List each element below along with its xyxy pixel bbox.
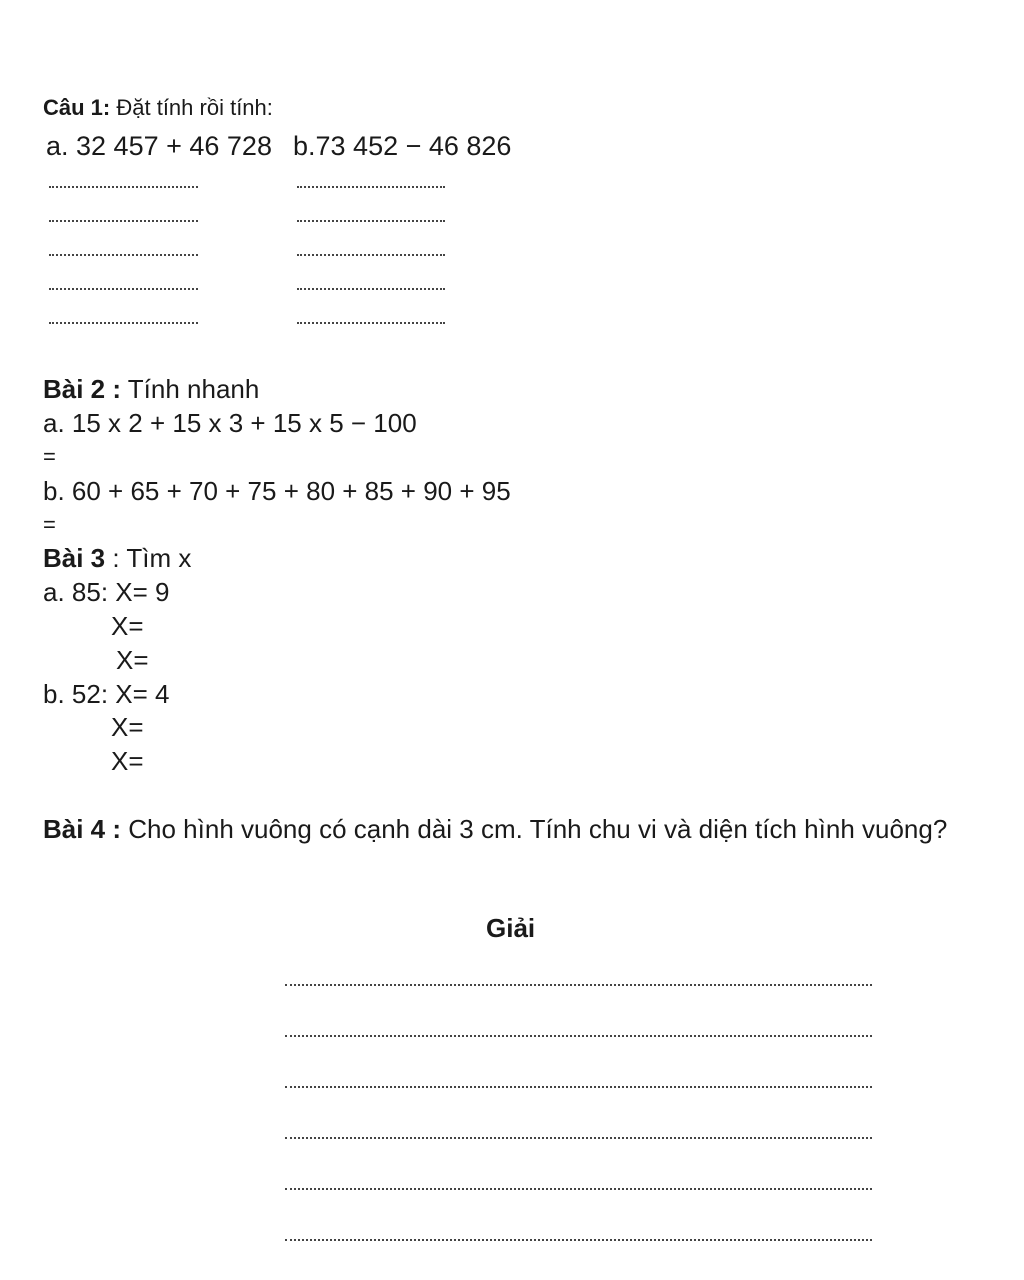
answer-line-a-1	[49, 186, 198, 188]
cau1-part-b: b.73 452 − 46 826	[293, 131, 512, 161]
solution-line-1	[285, 984, 872, 986]
solution-line-2	[285, 1035, 872, 1037]
bai3-instruction: : Tìm x	[105, 543, 192, 573]
answer-line-a-3	[49, 254, 198, 256]
answer-line-b-2	[297, 220, 445, 222]
bai3-part-b-line1: X=	[111, 712, 144, 742]
cau1-heading	[43, 97, 273, 119]
solution-line-3	[285, 1086, 872, 1088]
answer-line-b-1	[297, 186, 445, 188]
bai3-heading	[43, 545, 191, 571]
answer-line-a-4	[49, 288, 198, 290]
answer-line-a-2	[49, 220, 198, 222]
bai3-label: Bài 3	[43, 543, 106, 573]
cau1-instruction: Đặt tính rồi tính:	[110, 95, 273, 120]
bai4-label: Bài 4 :	[43, 814, 122, 844]
bai2-label: Bài 2 :	[43, 374, 122, 404]
bai3-part-a-line1: X=	[111, 611, 144, 641]
bai2-part-a: a. 15 x 2 + 15 x 3 + 15 x 5 − 100	[43, 408, 417, 438]
bai4-question: Cho hình vuông có cạnh dài 3 cm. Tính chu vi và diện tích hình vuông?	[121, 814, 948, 844]
answer-line-a-5	[49, 322, 198, 324]
bai3-part-b: b. 52: X= 4	[43, 679, 170, 709]
bai2-part-a-equals: =	[43, 444, 56, 469]
bai2-part-b: b. 60 + 65 + 70 + 75 + 80 + 85 + 90 + 95	[43, 476, 511, 506]
bai3-part-a-line2: X=	[116, 645, 149, 675]
solution-line-4	[285, 1137, 872, 1139]
bai2-heading	[43, 376, 259, 402]
solution-line-5	[285, 1188, 872, 1190]
cau1-label: Câu 1:	[43, 95, 111, 120]
answer-line-b-5	[297, 322, 445, 324]
solution-line-6	[285, 1239, 872, 1241]
bai2-part-b-equals: =	[43, 512, 56, 537]
cau1-part-a: a. 32 457 + 46 728	[46, 131, 272, 161]
answer-line-b-4	[297, 288, 445, 290]
bai3-part-b-line2: X=	[111, 746, 144, 776]
bai3-part-a: a. 85: X= 9	[43, 577, 170, 607]
bai4-heading	[43, 816, 947, 842]
bai2-instruction: Tính nhanh	[121, 374, 260, 404]
solution-title: Giải	[486, 913, 536, 943]
answer-line-b-3	[297, 254, 445, 256]
